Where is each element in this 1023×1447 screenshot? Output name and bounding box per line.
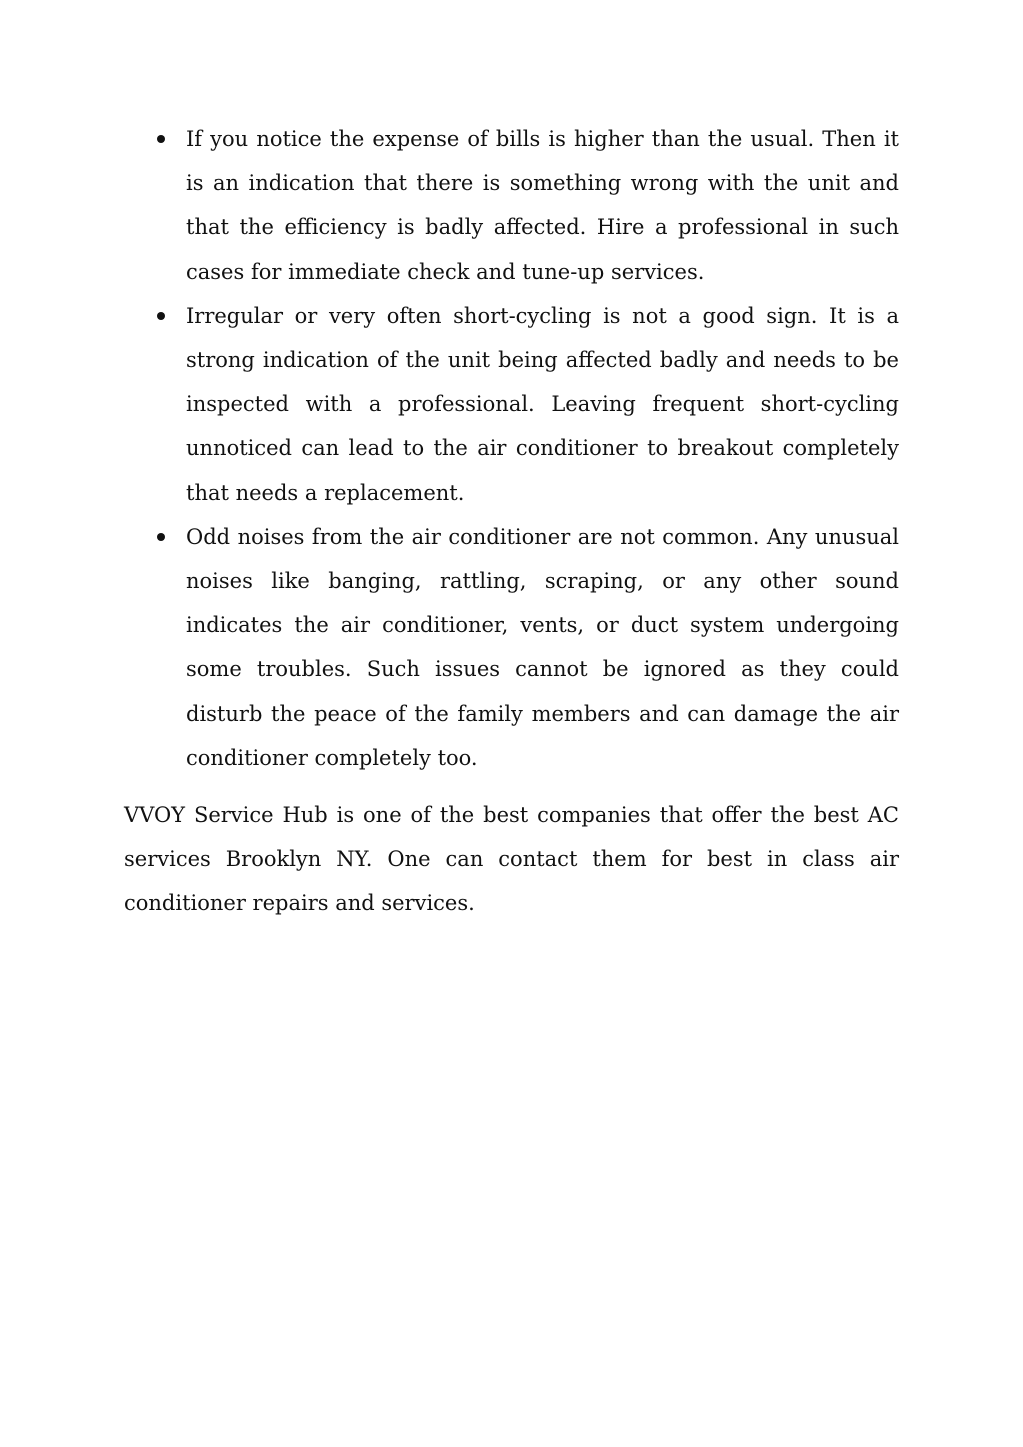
bullet-icon [157,135,165,143]
closing-paragraph: VVOY Service Hub is one of the best companies that offer the best AC services Brooklyn NY. One can contact them for best in class air conditioner repairs and services. [124,803,899,916]
bullet-item-bills [124,117,899,294]
bullet-item-short-cycling [124,294,899,515]
bullet-item-odd-noises [124,515,899,780]
document-body [124,117,899,926]
bullet-text: If you notice the expense of bills is higher than the usual. Then it is an indication that there is something wrong with the unit and that the efficiency is badly affected. Hire a professional in such cases for immediate check and tune-up services. [186,127,899,284]
bullet-icon [157,312,165,320]
bullet-text: Irregular or very often short-cycling is not a good sign. It is a strong indication of the unit being affected badly and needs to be inspected with a professional. Leaving frequent short-cycling unnoticed can lead to the air conditioner to breakout completely that needs a replacement. [186,303,899,505]
bullet-icon [157,533,165,541]
bullet-text: Odd noises from the air conditioner are not common. Any unusual noises like banging, rattling, scraping, or any other sound indicates the air conditioner, vents, or duct system undergoing some troubles. Such issues cannot be ignored as they could disturb the peace of the family members and can damage the air conditioner completely too. [186,524,899,770]
bullet-list [124,117,899,780]
